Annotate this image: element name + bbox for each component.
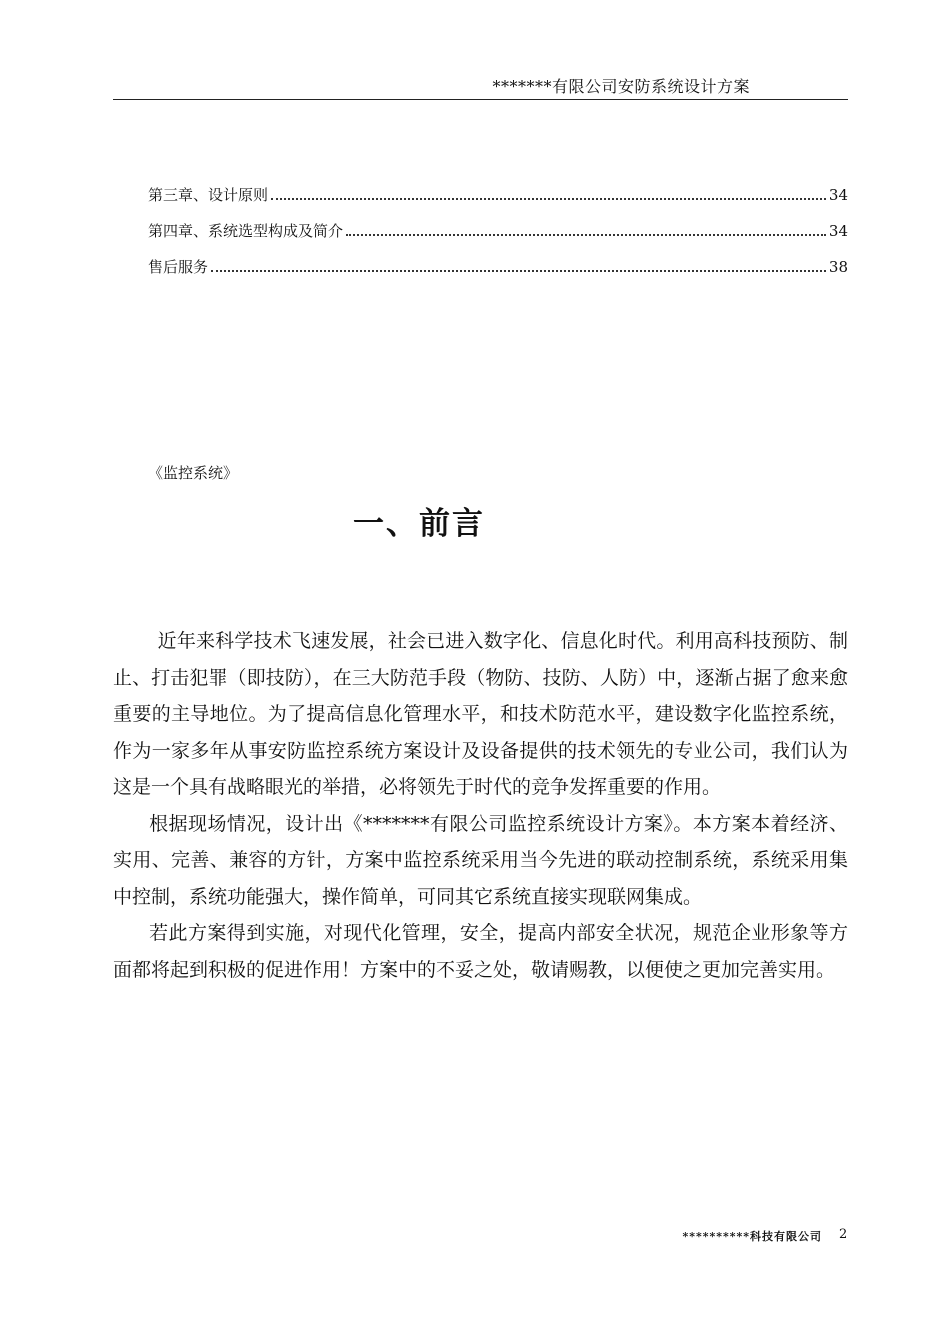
toc-entry-page: 34 [828, 186, 848, 204]
toc-entry-title: 第四章、系统选型构成及简介 [148, 222, 344, 240]
paragraph: 近年来科学技术飞速发展，社会已进入数字化、信息化时代。利用高科技预防、制止、打击犯罪（即技防），在三大防范手段（物防、技防、人防）中，逐渐占据了愈来愈重要的主导地位。为了提高信息化管理水平，和技术防范水平，建设数字化监控系统，作为一家多年从事安防监控系统方案设计及设备提供的技术领先的专业公司，我们认为这是一个具有战略眼光的举措，必将领先于时代的竞争发挥重要的作用。 [113, 630, 848, 798]
toc-leader-dots [211, 270, 826, 272]
header-title: *******有限公司安防系统设计方案 [492, 77, 750, 96]
page-number: 2 [839, 1227, 848, 1242]
footer-company: **********科技有限公司 [682, 1230, 822, 1243]
toc-entry-title: 售后服务 [148, 258, 209, 276]
table-of-contents [148, 184, 848, 292]
paragraph: 若此方案得到实施，对现代化管理，安全，提高内部安全状况，规范企业形象等方面都将起到积极的促进作用！方案中的不妥之处，敬请赐教，以便使之更加完善实用。 [113, 922, 848, 981]
body-text [113, 623, 848, 988]
toc-leader-dots [346, 234, 826, 236]
section-heading: 一、前言 [353, 506, 485, 542]
paragraph: 根据现场情况，设计出《*******有限公司监控系统设计方案》。本方案本着经济、实用、完善、兼容的方针，方案中监控系统采用当今先进的联动控制系统，系统采用集中控制，系统功能强大，操作简单，可同其它系统直接实现联网集成。 [113, 812, 848, 908]
toc-leader-dots [271, 198, 826, 200]
toc-entry-page: 38 [828, 258, 848, 276]
toc-entry[interactable] [148, 184, 848, 220]
toc-entry-title: 第三章、设计原则 [148, 186, 269, 204]
header-divider [113, 99, 848, 100]
section-tag: 《监控系统》 [148, 464, 239, 482]
toc-entry[interactable] [148, 220, 848, 256]
toc-entry[interactable] [148, 256, 848, 292]
toc-entry-page: 34 [828, 222, 848, 240]
